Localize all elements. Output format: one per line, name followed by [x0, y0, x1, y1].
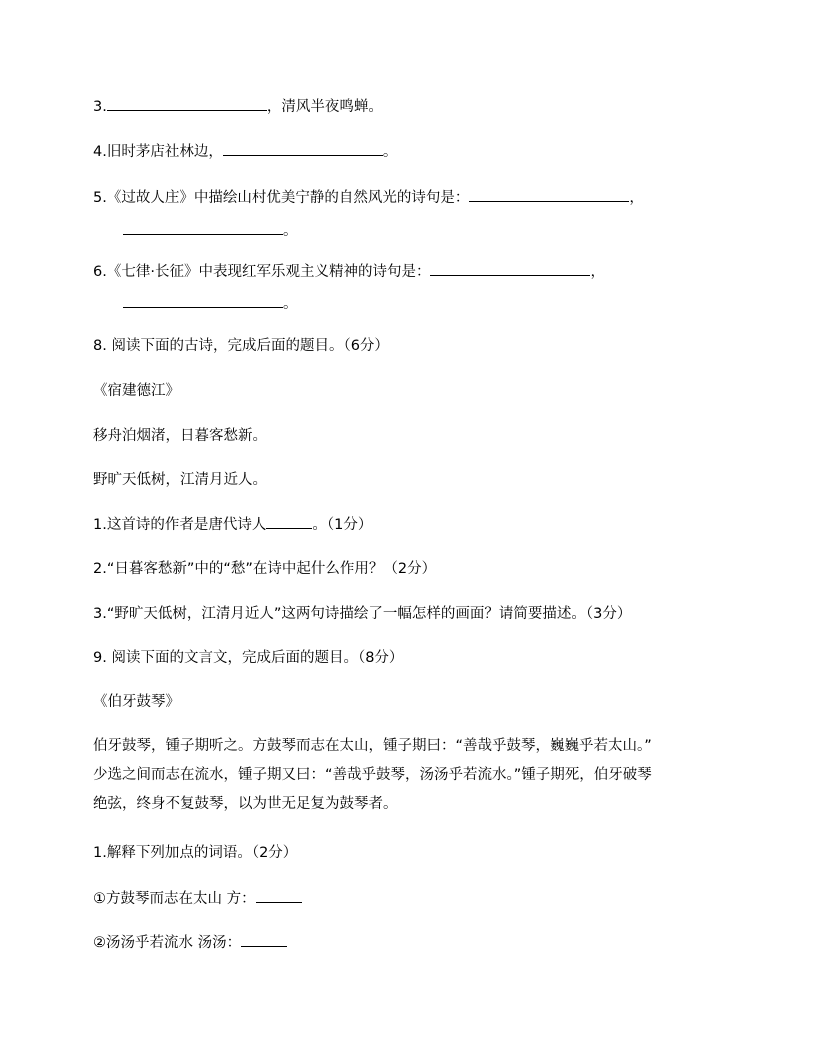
question-3: [93, 96, 383, 117]
q3-suffix: ，清风半夜鸣蝉。: [266, 99, 383, 115]
q6-prefix: 6.《七律·长征》中表现红军乐观主义精神的诗句是：: [93, 264, 431, 280]
q6-end: 。: [283, 296, 298, 312]
section-9-item-2: [93, 932, 287, 953]
answer-blank[interactable]: [256, 888, 302, 903]
item-2-text: ②汤汤乎若流水 汤汤：: [93, 935, 242, 951]
poem-title: 《宿建德江》: [93, 383, 180, 399]
item-1-text: ①方鼓琴而志在太山 方：: [93, 891, 256, 907]
section-8-question-3: 3.“野旷天低树，江清月近人”这两句诗描绘了一幅怎样的画面？请简要描述。（3分）: [93, 606, 632, 622]
passage-title: 《伯牙鼓琴》: [93, 694, 180, 710]
q5-end: 。: [283, 223, 298, 239]
answer-blank[interactable]: [430, 261, 590, 276]
section-9-heading: 9. 阅读下面的文言文，完成后面的题目。（8分）: [93, 650, 404, 666]
q4-prefix: 4.旧时茅店社林边，: [93, 144, 223, 160]
answer-blank[interactable]: [223, 141, 383, 156]
q5-prefix: 5.《过故人庄》中描绘山村优美宁静的自然风光的诗句是：: [93, 190, 470, 206]
section-8-question-1: [93, 514, 372, 535]
q3-prefix: 3.: [93, 99, 107, 115]
poem-line-2: 野旷天低树，江清月近人。: [93, 472, 267, 488]
s8-q1-suffix: 。（1分）: [312, 517, 373, 533]
passage-line-3: 绝弦，终身不复鼓琴，以为世无足复为鼓琴者。: [93, 796, 398, 812]
question-5: [93, 187, 644, 208]
answer-blank[interactable]: [107, 96, 267, 111]
answer-blank[interactable]: [469, 187, 629, 202]
passage-text: [93, 732, 723, 819]
s8-q1-prefix: 1.这首诗的作者是唐代诗人: [93, 517, 267, 533]
question-6: [93, 261, 605, 282]
q5-mid: ，: [629, 190, 644, 206]
passage-line-1: 伯牙鼓琴，锺子期听之。方鼓琴而志在太山，锺子期曰：“善哉乎鼓琴，巍巍乎若太山。”: [93, 738, 652, 754]
question-6-continued: [123, 293, 298, 314]
poem-line-1: 移舟泊烟渚，日暮客愁新。: [93, 428, 267, 444]
q6-mid: ，: [590, 264, 605, 280]
section-8-question-2: 2.“日暮客愁新”中的“愁”在诗中起什么作用？（2分）: [93, 561, 437, 577]
section-8-heading: 8. 阅读下面的古诗，完成后面的题目。（6分）: [93, 338, 389, 354]
passage-line-2: 少选之间而志在流水，锺子期又曰：“善哉乎鼓琴，汤汤乎若流水。”锺子期死，伯牙破琴: [93, 767, 652, 783]
q4-suffix: 。: [382, 144, 398, 160]
answer-blank[interactable]: [266, 514, 312, 529]
question-5-continued: [123, 220, 298, 241]
question-4: [93, 141, 397, 162]
section-9-item-1: [93, 888, 302, 909]
answer-blank[interactable]: [123, 220, 283, 235]
answer-blank[interactable]: [241, 932, 287, 947]
answer-blank[interactable]: [123, 293, 283, 308]
section-9-question-1: 1.解释下列加点的词语。（2分）: [93, 845, 298, 861]
